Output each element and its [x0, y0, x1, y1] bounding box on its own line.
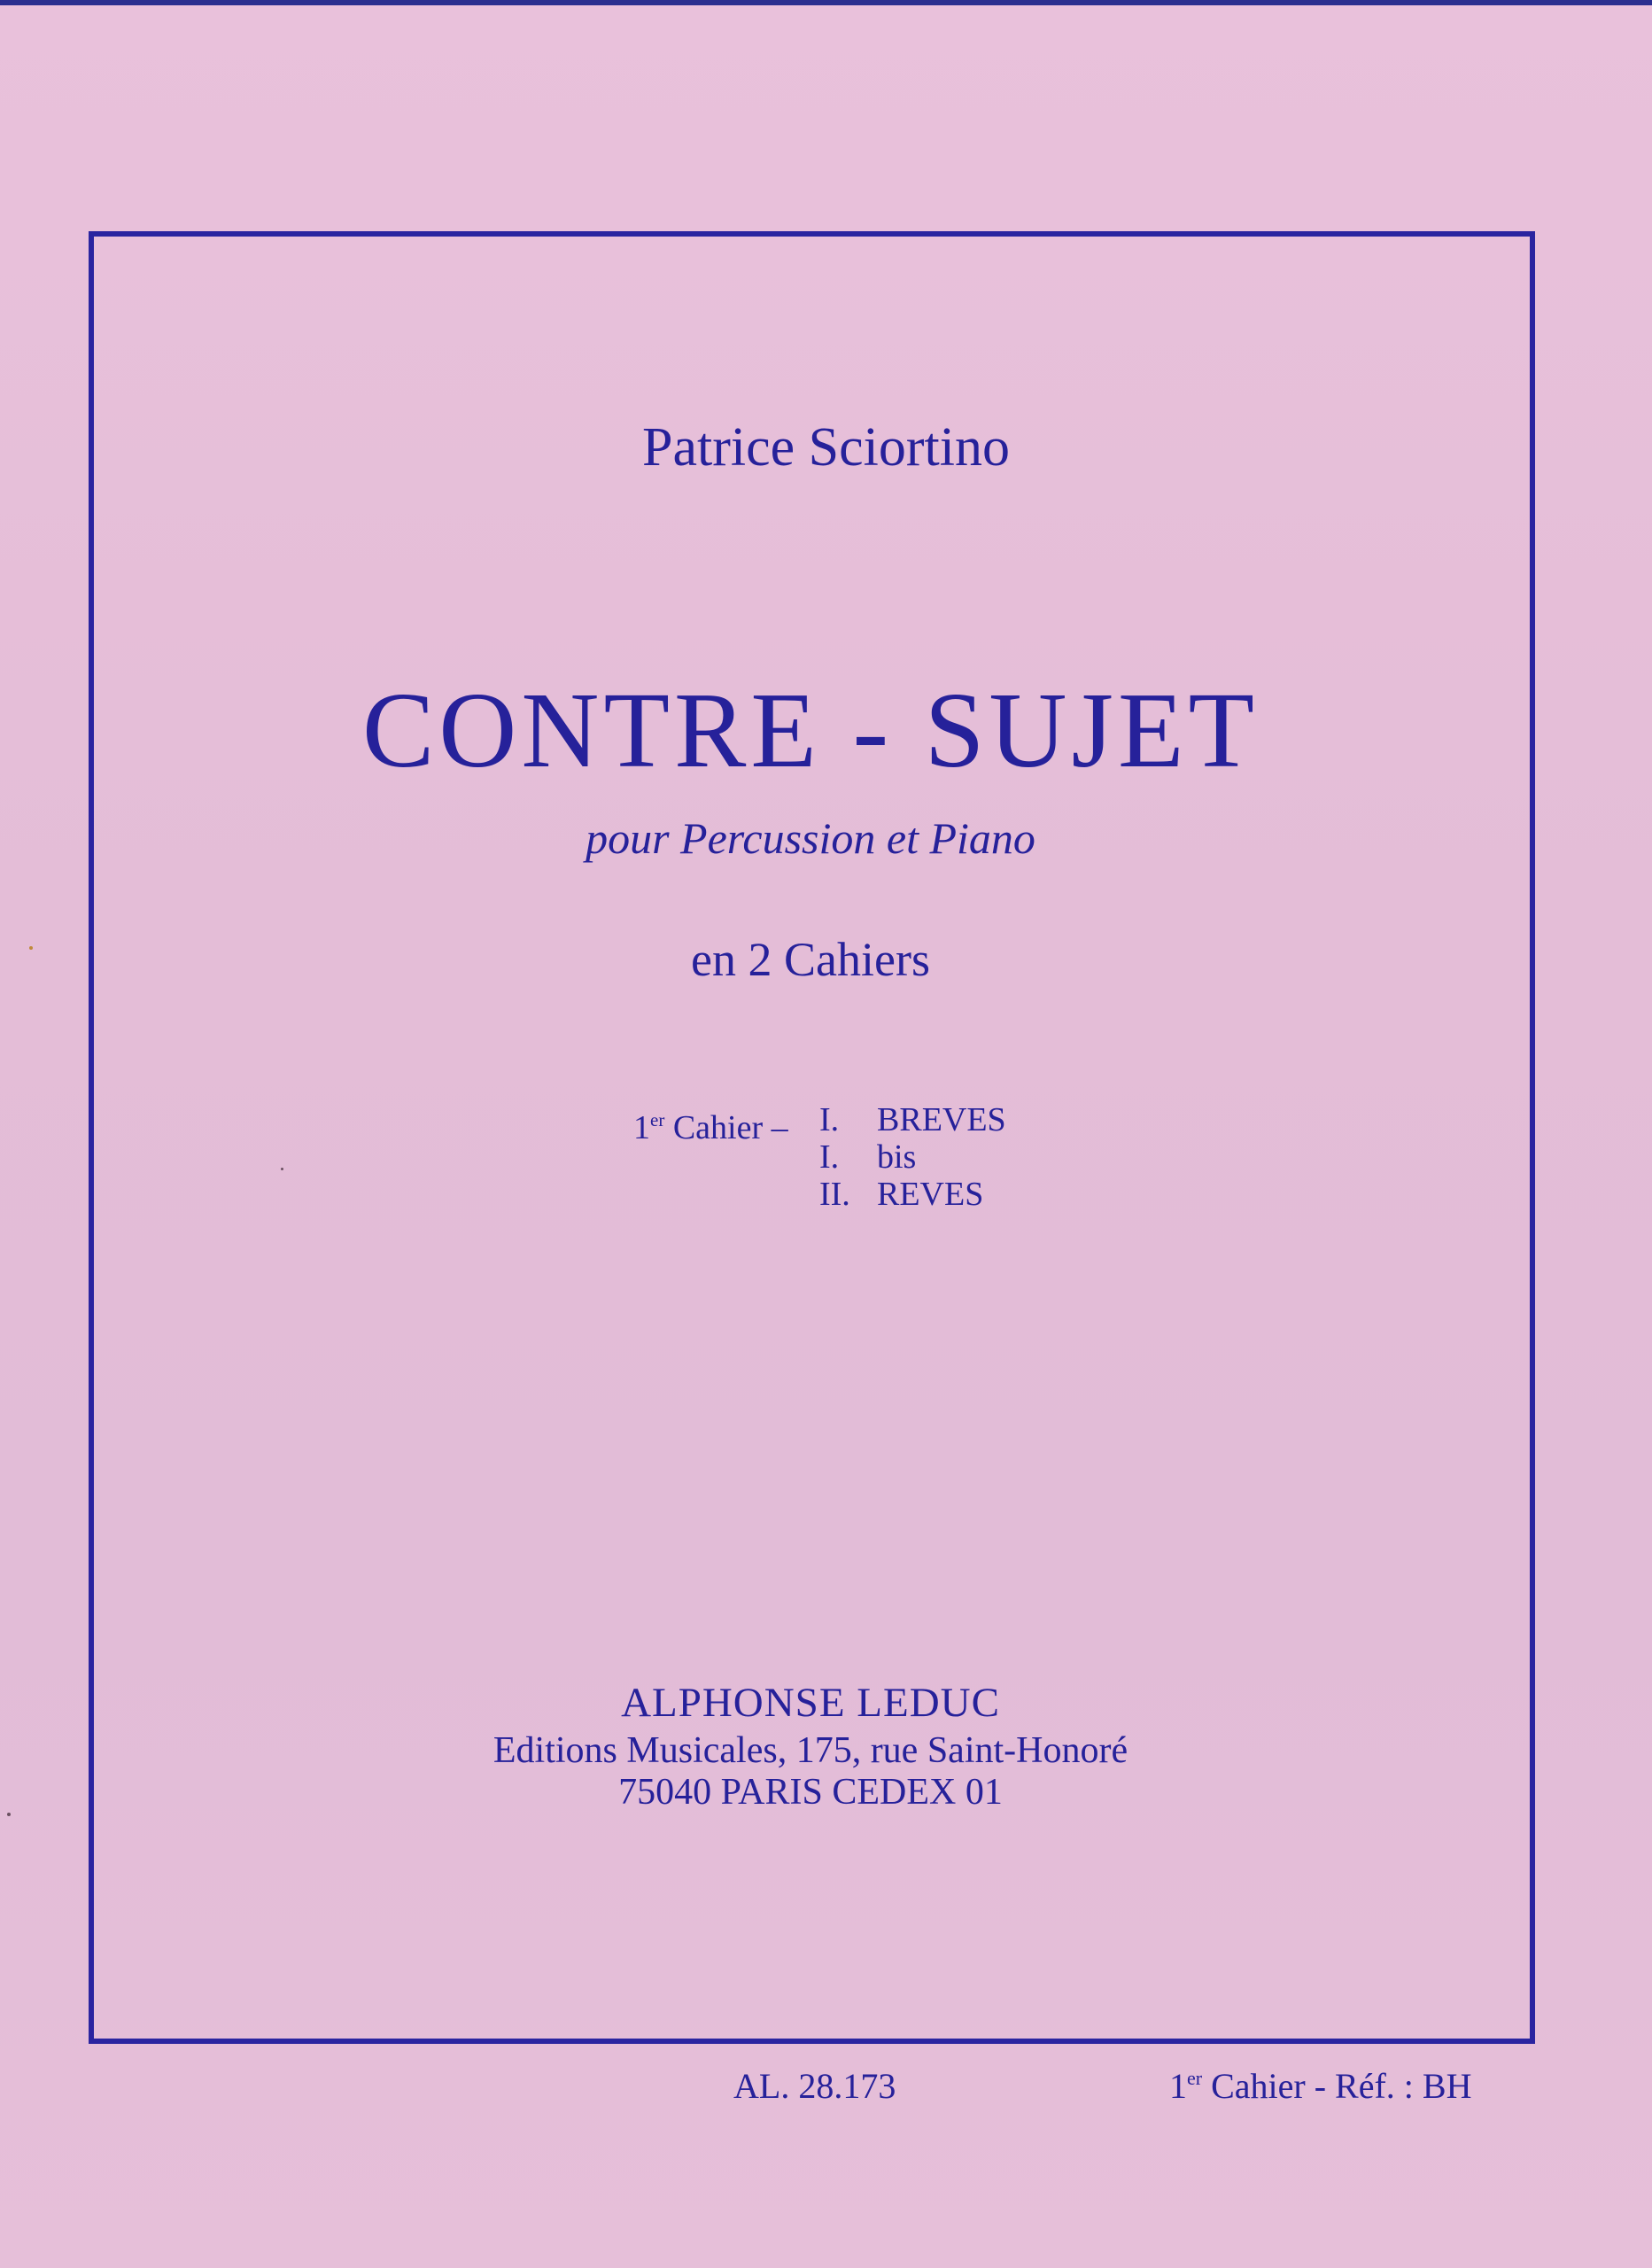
movement-number: I.: [819, 1101, 840, 1138]
movement-number: II.: [819, 1176, 850, 1213]
paper-speck: [281, 1168, 283, 1170]
top-edge: [0, 0, 1652, 5]
publisher-city: 75040 PARIS CEDEX 01: [618, 1772, 1003, 1813]
volume-count: en 2 Cahiers: [691, 933, 930, 986]
movement-name: BREVES: [877, 1101, 1006, 1138]
work-title: CONTRE - SUJET: [361, 671, 1260, 790]
paper-speck: [29, 946, 33, 950]
instrumentation-subtitle: pour Percussion et Piano: [586, 813, 1035, 863]
publisher-name: ALPHONSE LEDUC: [621, 1680, 1000, 1726]
movement-name: bis: [877, 1138, 917, 1176]
movement-name: REVES: [877, 1176, 984, 1213]
contents-lead: 1er Cahier –: [633, 1109, 788, 1146]
movement-number: I.: [819, 1138, 840, 1176]
volume-reference: 1er Cahier - Réf. : BH: [1169, 2066, 1472, 2106]
catalog-number: AL. 28.173: [733, 2066, 896, 2106]
paper-speck: [7, 1813, 11, 1816]
composer-name: Patrice Sciortino: [642, 417, 1010, 478]
publisher-address: Editions Musicales, 175, rue Saint-Honoré: [492, 1730, 1128, 1771]
